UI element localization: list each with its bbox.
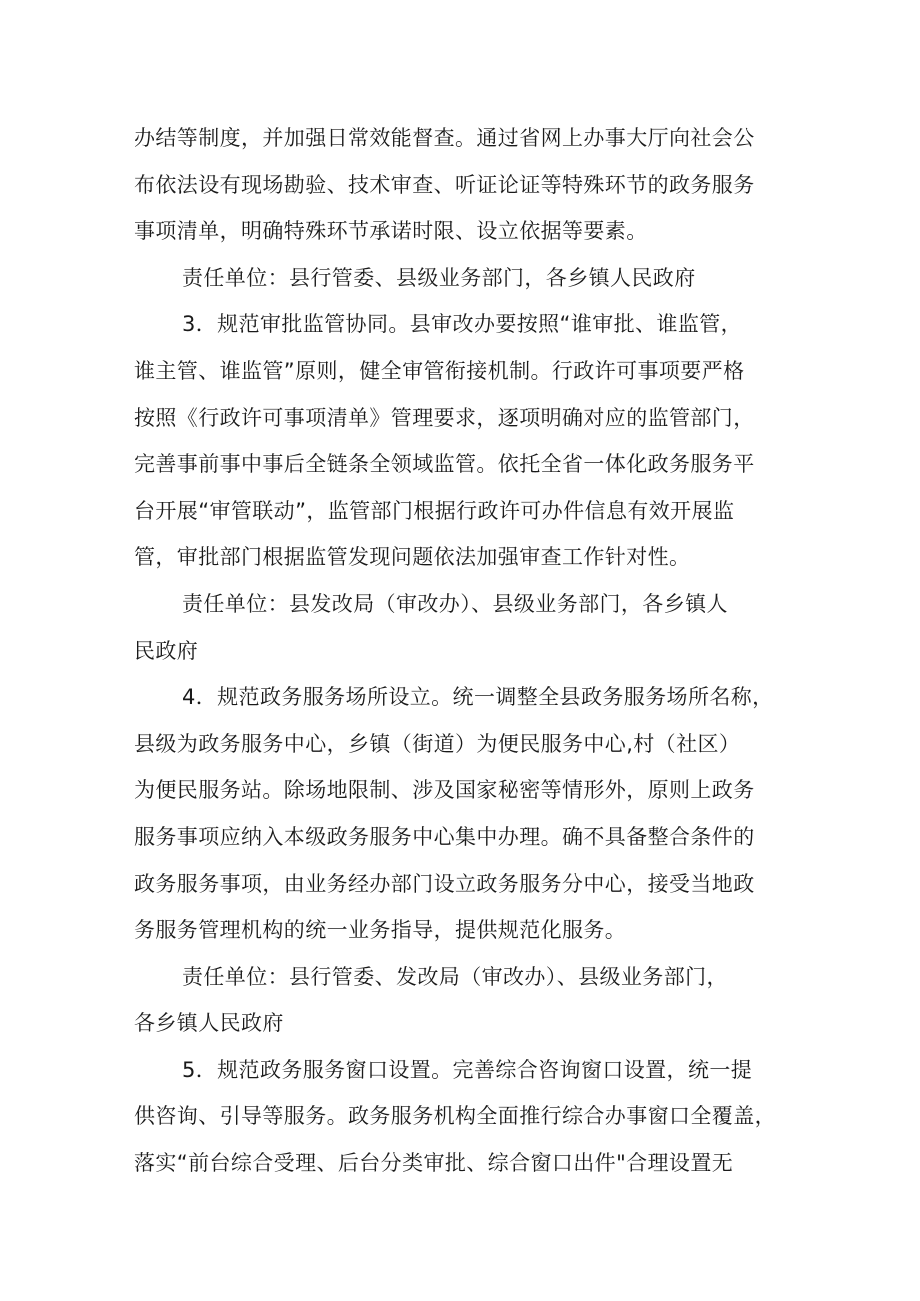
text-line: 责任单位：县行管委、发改局（审改办）、县级业务部门， <box>182 964 728 989</box>
text-line: 为便民服务站。除场地限制、涉及国家秘密等情形外，原则上政务 <box>134 778 755 803</box>
text-line: 服务事项应纳入本级政务服务中心集中办理。确不具备整合条件的 <box>134 824 755 849</box>
text-line: 谁主管、谁监管”原则，健全审管衔接机制。行政许可事项要严格 <box>134 358 745 383</box>
text-line: 按照《行政许可事项清单》管理要求，逐项明确对应的监管部门， <box>134 405 755 430</box>
text-line: 事项清单，明确特殊环节承诺时限、设立依据等要素。 <box>134 219 648 244</box>
text-line: 落实“前台综合受理、后台分类审批、综合窗口出件"合理设置无 <box>134 1151 734 1176</box>
text-line: 供咨询、引导等服务。政务服务机构全面推行综合办事窗口全覆盖， <box>134 1104 776 1129</box>
text-line: 责任单位：县发改局（审改办）、县级业务部门，各乡镇人 <box>182 591 728 616</box>
document-body <box>134 115 799 1187</box>
text-line: 4．规范政务服务场所设立。统一调整全县政务服务场所名称， <box>182 685 774 710</box>
text-line: 完善事前事中事后全链条全领域监管。依托全省一体化政务服务平 <box>134 452 755 477</box>
text-line: 责任单位：县行管委、县级业务部门，各乡镇人民政府 <box>182 265 696 290</box>
text-line: 办结等制度，并加强日常效能督查。通过省网上办事大厅向社会公 <box>134 126 755 150</box>
text-line: 台开展“审管联动”，监管部门根据行政许可办件信息有效开展监 <box>134 498 735 523</box>
text-line: 各乡镇人民政府 <box>134 1011 284 1036</box>
text-line: 县级为政务服务中心，乡镇（街道）为便民服务中心,村（社区） <box>134 731 741 756</box>
text-line: 布依法设有现场勘验、技术审查、听证论证等特殊环节的政务服务 <box>134 172 755 197</box>
text-line: 政务服务事项，由业务经办部门设立政务服务分中心，接受当地政 <box>134 871 755 896</box>
text-line: 务服务管理机构的统一业务指导，提供规范化服务。 <box>134 918 627 943</box>
text-line: 5．规范政务服务窗口设置。完善综合咨询窗口设置，统一提 <box>182 1057 753 1082</box>
text-line: 3．规范审批监管协同。县审改办要按照“谁审批、谁监管， <box>182 312 743 337</box>
text-line: 管，审批部门根据监管发现问题依法加强审查工作针对性。 <box>134 545 691 570</box>
text-line: 民政府 <box>134 638 199 663</box>
